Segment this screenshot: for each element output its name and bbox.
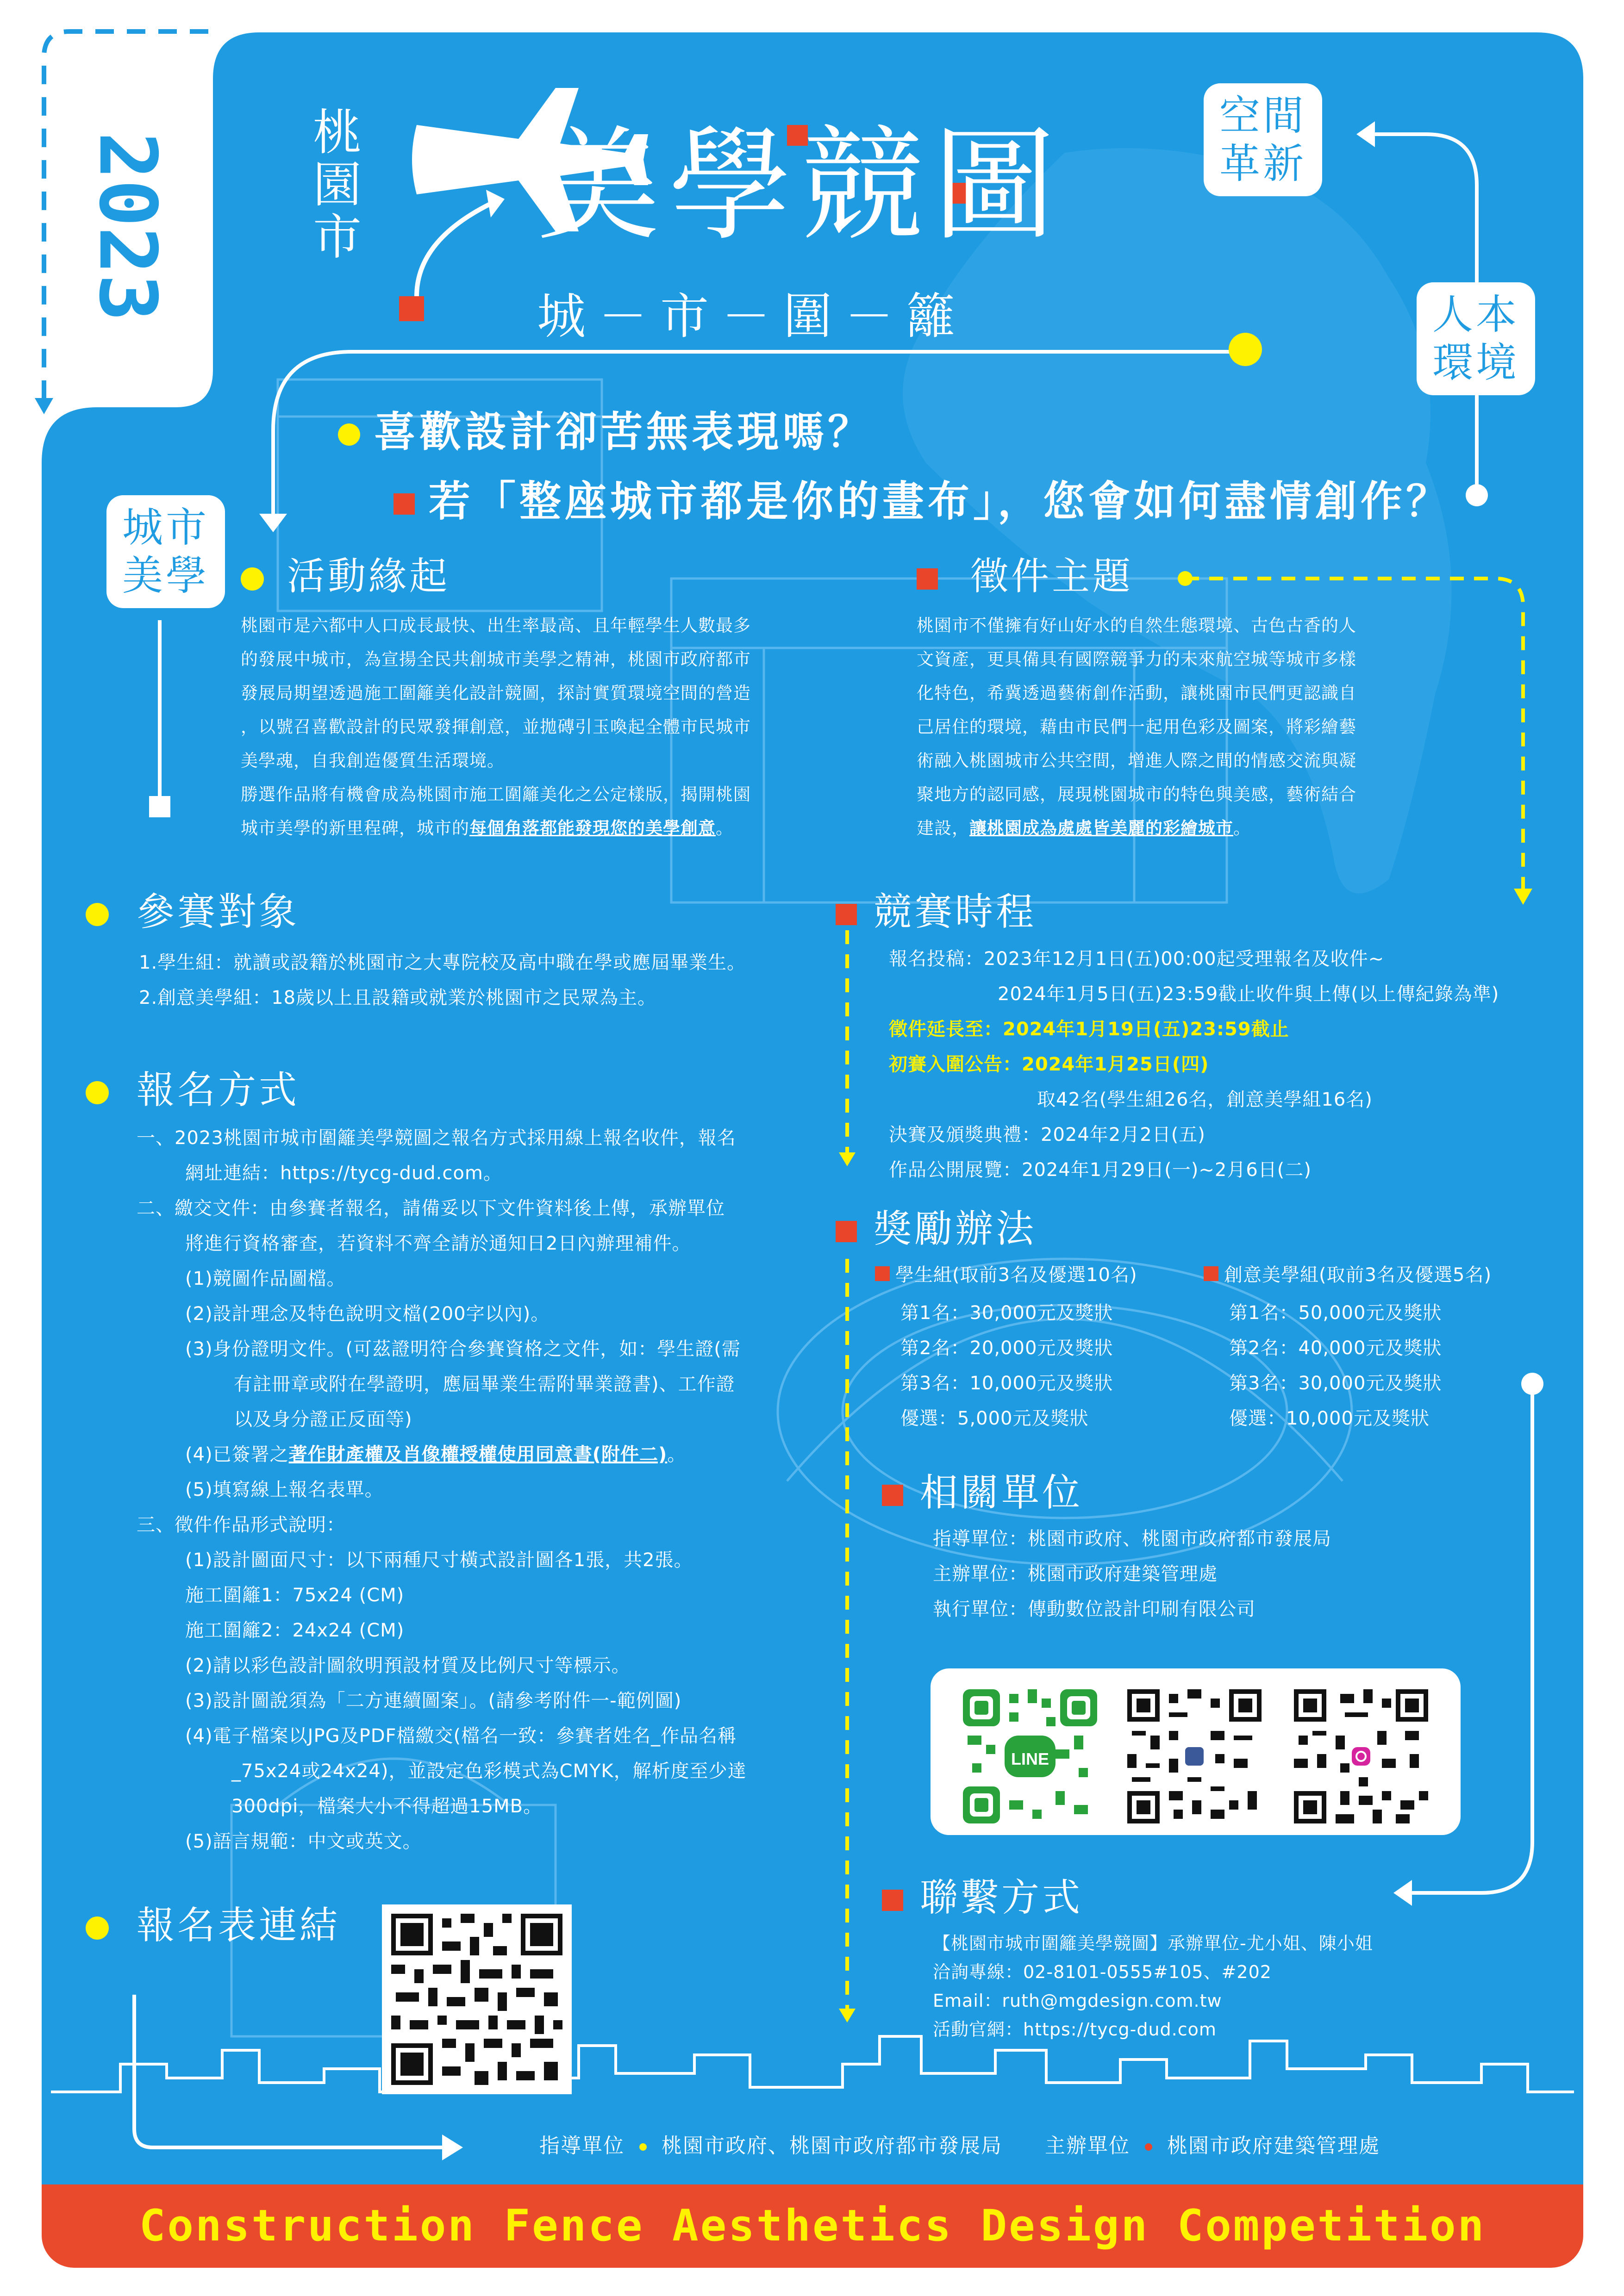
schedule-line: 報名投稿：2023年12月1日(五)00:00起受理報名及收件~ — [889, 948, 1385, 970]
contact-heading — [882, 1867, 1530, 1922]
signup-line: 以及身分證正反面等) — [234, 1409, 412, 1430]
signup-l10-prefix: (4)已簽署之 — [185, 1444, 289, 1465]
theme-line: 文資產，更具備具有國際競爭力的未來航空城等城市多樣 — [917, 649, 1356, 669]
signup-line: (1)設計圖面尺寸：以下兩種尺寸橫式設計圖各1張，共2張。 — [185, 1549, 693, 1571]
line-qr-code[interactable] — [963, 1689, 1097, 1823]
awards-creative — [1204, 1257, 1528, 1436]
line-qr-icon — [963, 1689, 1097, 1823]
target-title: 參賽對象 — [137, 890, 300, 934]
awards-student-label-text: 學生組(取前3名及優選10名) — [895, 1264, 1137, 1286]
unit-line: 指導單位：桃園市政府、桃園市政府都市發展局 — [933, 1528, 1331, 1549]
yellow-dot-icon — [241, 567, 264, 591]
units-body — [882, 1521, 1484, 1627]
yellow-dot-icon — [86, 903, 109, 926]
award-item: 優選：5,000元及獎狀 — [900, 1408, 1089, 1429]
units-section — [882, 1462, 1484, 1627]
target-section — [86, 882, 826, 1015]
theme-last-suffix: 。 — [1233, 818, 1251, 838]
facebook-qr-icon — [1127, 1689, 1262, 1823]
award-item: 第1名：50,000元及獎狀 — [1229, 1302, 1442, 1324]
origin-line: 發展局期望透過施工圍籬美化設計競圖，探討實質環境空間的營造 — [241, 683, 751, 703]
signup-line: 將進行資格審查，若資料不齊全請於通知日2日內辦理補件。 — [185, 1233, 691, 1254]
theme-highlight: 讓桃園成為處處皆美麗的彩繪城市 — [969, 818, 1233, 838]
form-link-title: 報名表連結 — [137, 1904, 341, 1948]
origin-last-suffix: 。 — [716, 818, 733, 838]
signup-line: 300dpi，檔案大小不得超過15MB。 — [231, 1796, 543, 1817]
year-label — [58, 97, 197, 356]
schedule-line: 決賽及頒獎典禮：2024年2月2日(五) — [889, 1124, 1206, 1145]
signup-body — [86, 1120, 836, 1859]
red-square-icon — [394, 493, 415, 515]
schedule-heading — [836, 882, 1553, 936]
theme-title: 徵件主題 — [970, 554, 1134, 598]
units-heading — [882, 1462, 1484, 1517]
red-square-icon — [917, 568, 938, 590]
awards-student-label — [875, 1257, 1199, 1293]
award-item: 第3名：30,000元及獎狀 — [1229, 1373, 1442, 1394]
target-list — [86, 945, 826, 1015]
signup-line: (5)語言規範：中文或英文。 — [185, 1831, 422, 1852]
origin-line-last — [241, 811, 880, 845]
target-item: 1.學生組：就讀或設籍於桃園市之大專院校及高中職在學或應屆畢業生。 — [139, 952, 746, 973]
question-1 — [338, 398, 1032, 458]
form-link-heading — [86, 1895, 410, 1949]
social-qr-panel — [931, 1668, 1461, 1835]
qr-code-icon — [382, 1904, 572, 2094]
origin-line: 桃園市是六都中人口成長最快、出生率最高、且年輕學生人數最多 — [241, 616, 751, 635]
awards-heading — [836, 1199, 1530, 1253]
instagram-qr-icon — [1294, 1689, 1428, 1823]
theme-line: 聚地方的認同感，展現桃園城市的特色與美感，藝術結合 — [917, 784, 1356, 804]
tag-city-aesthetics: 城市美學 — [106, 495, 225, 608]
origin-line: ，以號召喜歡設計的民眾發揮創意，並拋磚引玉喚起全體市民城市 — [241, 717, 751, 737]
red-square-icon — [882, 1485, 903, 1506]
signup-line: 網址連結：https://tycg-dud.com。 — [185, 1163, 502, 1184]
host-label: 主辦單位 — [1045, 2134, 1130, 2158]
signup-line: 二、繳交文件：由參賽者報名，請備妥以下文件資料後上傳，承辦單位 — [137, 1198, 725, 1219]
theme-line-last — [917, 811, 1472, 845]
sub-title: 城－市－圍－籬 — [537, 288, 968, 345]
units-title: 相關單位 — [920, 1471, 1083, 1515]
theme-section — [917, 546, 1472, 845]
signup-line: 一、2023桃園市城市圍籬美學競圖之報名方式採用線上報名收件，報名 — [137, 1127, 736, 1149]
theme-line: 己居住的環境，藉由市民們一起用色彩及圖案，將彩繪藝 — [917, 717, 1356, 737]
theme-body — [917, 609, 1472, 845]
award-item: 第1名：30,000元及獎狀 — [900, 1302, 1113, 1324]
theme-line: 化特色，希冀透過藝術創作活動，讓桃園市民們更認識自 — [917, 683, 1356, 703]
awards-student — [875, 1257, 1199, 1436]
target-item: 2.創意美學組：18歲以上且設籍或就業於桃園市之民眾為主。 — [139, 987, 657, 1008]
contact-website[interactable]: 活動官網：https://tycg-dud.com — [933, 2019, 1217, 2040]
signup-line: _75x24或24x24)，並設定色彩模式為CMYK，解析度至少達 — [231, 1761, 747, 1782]
signup-line: 施工圍籬1：75x24 (CM) — [185, 1585, 405, 1606]
contact-email[interactable]: Email：ruth@mgdesign.com.tw — [933, 1991, 1222, 2011]
red-square-icon — [1204, 1266, 1218, 1281]
question-1-text: 喜歡設計卻苦無表現嗎？ — [374, 408, 873, 456]
award-item: 第3名：10,000元及獎狀 — [900, 1373, 1113, 1394]
origin-title: 活動緣起 — [287, 554, 450, 598]
schedule-body — [836, 941, 1553, 1188]
main-title: 美學競圖 — [537, 115, 1065, 257]
signup-section — [86, 1060, 836, 1859]
schedule-line: 作品公開展覽：2024年1月29日(一)~2月6日(二) — [889, 1159, 1312, 1181]
tag-space-innovation: 空間革新 — [1204, 83, 1322, 196]
origin-heading — [241, 546, 880, 600]
organizer-line — [539, 2129, 1558, 2159]
question-2 — [394, 467, 1481, 528]
schedule-shortlist: 初賽入圍公告：2024年1月25日(四) — [889, 1054, 1209, 1075]
origin-line: 的發展中城市，為宣揚全民共創城市美學之精神，桃園市政府都市 — [241, 649, 751, 669]
signup-qr-code[interactable] — [382, 1904, 572, 2094]
awards-columns — [836, 1257, 1530, 1452]
origin-last-prefix: 城市美學的新里程碑，城市的 — [241, 818, 469, 838]
guide-label: 指導單位 — [539, 2134, 625, 2158]
english-title: Construction Fence Aesthetics Design Competition — [139, 2201, 1486, 2251]
schedule-line: 2024年1月5日(五)23:59截止收件與上傳(以上傳紀錄為準) — [998, 983, 1499, 1005]
year-text: 2023 — [81, 132, 173, 322]
signup-line: (5)填寫線上報名表單。 — [185, 1479, 384, 1500]
facebook-qr-code[interactable] — [1127, 1689, 1262, 1823]
signup-line: (3)身份證明文件。(可茲證明符合參賽資格之文件，如：學生證(需 — [185, 1338, 741, 1360]
signup-heading — [86, 1060, 836, 1114]
awards-section — [836, 1199, 1530, 1452]
unit-line: 執行單位：傳動數位設計印刷有限公司 — [933, 1599, 1255, 1620]
award-item: 第2名：20,000元及獎狀 — [900, 1338, 1113, 1359]
theme-line: 術融入桃園城市公共空間，增進人際之間的情感交流與凝 — [917, 751, 1356, 771]
signup-line: (3)設計圖說須為「二方連續圖案」。(請參考附件一-範例圖) — [185, 1690, 682, 1711]
target-heading — [86, 882, 826, 936]
contact-phone: 洽詢專線：02-8101-0555#105、#202 — [933, 1962, 1272, 1982]
theme-last-prefix: 建設， — [917, 818, 969, 838]
signup-line: 三、徵件作品形式說明： — [137, 1514, 345, 1536]
theme-heading — [917, 546, 1472, 600]
origin-highlight: 每個角落都能發現您的美學創意 — [469, 818, 716, 838]
award-item: 優選：10,000元及獎狀 — [1229, 1408, 1430, 1429]
host-value: 桃園市政府建築管理處 — [1167, 2134, 1380, 2158]
city-name: 桃園市 — [305, 106, 362, 263]
contact-line: 【桃園市城市圍籬美學競圖】承辦單位-尤小姐、陳小姐 — [933, 1933, 1373, 1954]
origin-line: 美學魂，自我創造優質生活環境。 — [241, 751, 505, 771]
origin-body — [241, 609, 880, 845]
unit-line: 主辦單位：桃園市政府建築管理處 — [933, 1563, 1218, 1585]
origin-section — [241, 546, 880, 845]
signup-line: 施工圍籬2：24x24 (CM) — [185, 1620, 405, 1641]
line-logo-text: LINE — [1011, 1749, 1049, 1768]
signup-line: (1)競圖作品圖檔。 — [185, 1268, 346, 1289]
origin-line: 勝選作品將有機會成為桃園市施工圍籬美化之公定樣版，揭開桃園 — [241, 784, 751, 804]
signup-line: (4)電子檔案以JPG及PDF檔繳交(檔名一致：參賽者姓名_作品名稱 — [185, 1725, 737, 1747]
yellow-dot-icon — [639, 2143, 647, 2151]
yellow-dot-icon — [338, 423, 360, 446]
signup-line — [137, 1437, 836, 1472]
red-square-icon — [836, 904, 857, 925]
signup-line: 有註冊章或附在學證明，應屆畢業生需附畢業證書)、工作證 — [234, 1374, 735, 1395]
contact-section — [882, 1867, 1530, 2044]
awards-title: 獎勵辦法 — [874, 1207, 1037, 1251]
signup-line: (2)請以彩色設計圖敘明預設材質及比例尺寸等標示。 — [185, 1655, 631, 1676]
schedule-extension: 徵件延長至：2024年1月19日(五)23:59截止 — [889, 1019, 1289, 1040]
schedule-line: 取42名(學生組26名，創意美學組16名) — [1037, 1089, 1373, 1110]
award-item: 第2名：40,000元及獎狀 — [1229, 1338, 1442, 1359]
consent-form-link[interactable]: 著作財產權及肖像權授權使用同意書(附件二) — [288, 1444, 668, 1465]
instagram-qr-code[interactable] — [1294, 1689, 1428, 1823]
signup-title: 報名方式 — [137, 1068, 300, 1112]
signup-line: (2)設計理念及特色說明文檔(200字以內)。 — [185, 1303, 550, 1325]
theme-line: 桃園市不僅擁有好山好水的自然生態環境、古色古香的人 — [917, 616, 1356, 635]
red-dot-icon — [1145, 2143, 1152, 2151]
tag-human-environment: 人本環境 — [1417, 282, 1535, 395]
awards-creative-label-text: 創意美學組(取前3名及優選5名) — [1224, 1264, 1492, 1286]
guide-value: 桃園市政府、桃園市政府都市發展局 — [662, 2134, 1002, 2158]
signup-l10-suffix: 。 — [667, 1444, 687, 1465]
red-square-icon — [882, 1890, 903, 1911]
yellow-dot-icon — [86, 1916, 109, 1940]
yellow-dot-icon — [86, 1081, 109, 1104]
schedule-section — [836, 882, 1553, 1188]
footer-bar — [42, 2184, 1583, 2268]
contact-title: 聯繫方式 — [920, 1876, 1083, 1920]
schedule-title: 競賽時程 — [874, 890, 1037, 934]
red-square-icon — [875, 1266, 890, 1281]
red-square-icon — [836, 1221, 857, 1242]
contact-body — [882, 1929, 1530, 2044]
question-2-text: 若「整座城市都是你的畫布」，您會如何盡情創作？ — [429, 477, 1451, 526]
awards-creative-label — [1204, 1257, 1528, 1293]
